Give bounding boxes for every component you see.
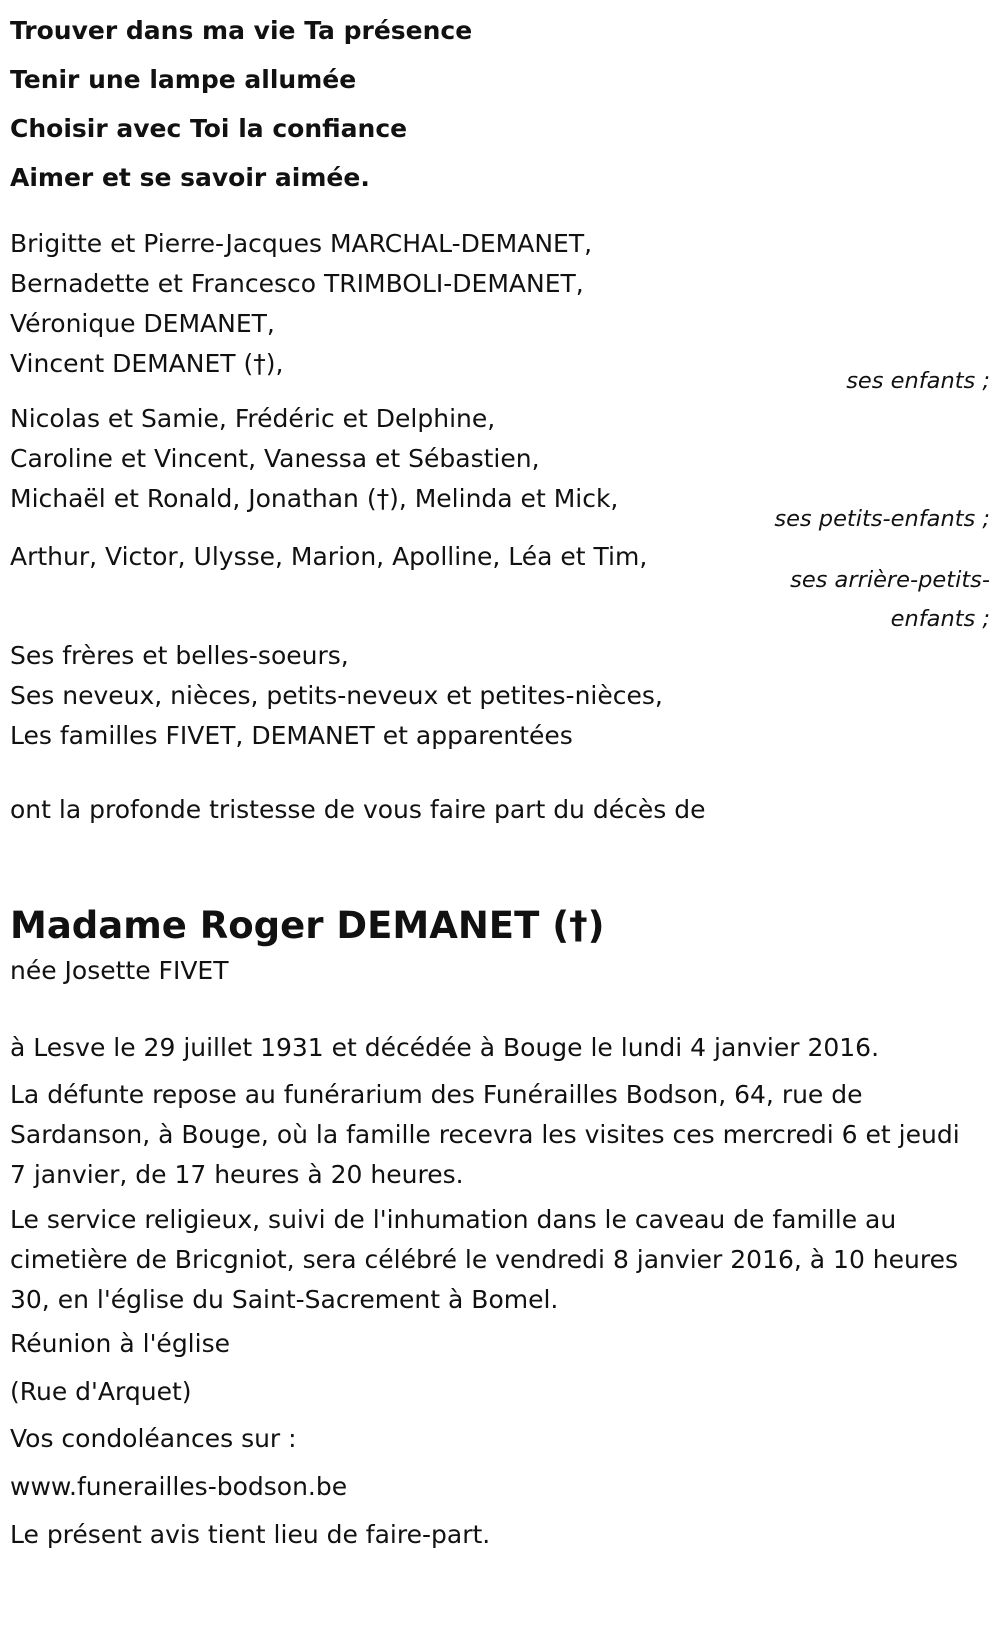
relation-line: ses arrière-petits- [790, 567, 990, 593]
family-line: Les familles FIVET, DEMANET et apparentées [10, 721, 573, 750]
child-name: Vincent DEMANET (†), [10, 349, 284, 378]
notice: Le présent avis tient lieu de faire-part. [10, 1520, 491, 1549]
child-name: Bernadette et Francesco TRIMBOLI-DEMANET, [10, 269, 584, 298]
street-info: (Rue d'Arquet) [10, 1377, 192, 1406]
poem-line: Aimer et se savoir aimée. [10, 163, 370, 192]
family-line: Ses neveux, nièces, petits-neveux et petites-nièces, [10, 681, 663, 710]
children-relation: ses enfants ; [846, 368, 990, 394]
poem-line: Tenir une lampe allumée [10, 65, 357, 94]
meeting-info: Réunion à l'église [10, 1329, 230, 1358]
deceased-name: Madame Roger DEMANET (†) [10, 904, 605, 947]
extended-family [10, 636, 663, 756]
grandchild-line: Michaël et Ronald, Jonathan (†), Melinda et Mick, [10, 484, 619, 513]
service-info: Le service religieux, suivi de l'inhumation dans le caveau de famille au cimetière de Bricgniot, sera célébré le vendredi 8 janvier 2016, à 10 heures 30, en l'église du Saint-Sacrement à Bomel. [10, 1205, 958, 1314]
grandchildren-relation: ses petits-enfants ; [774, 506, 990, 532]
poem-line: Choisir avec Toi la confiance [10, 114, 408, 143]
grandchild-line: Caroline et Vincent, Vanessa et Sébastien, [10, 444, 540, 473]
visitation-info: La défunte repose au funérarium des Funérailles Bodson, 64, rue de Sardanson, à Bouge, où la famille recevra les visites ces mercredi 6 et jeudi 7 janvier, de 17 heures à 20 heures. [10, 1080, 960, 1189]
family-line: Ses frères et belles-soeurs, [10, 641, 349, 670]
child-name: Brigitte et Pierre-Jacques MARCHAL-DEMANET, [10, 229, 593, 258]
dates: à Lesve le 29 juillet 1931 et décédée à Bouge le lundi 4 janvier 2016. [10, 1033, 880, 1062]
child-name: Véronique DEMANET, [10, 309, 275, 338]
grandchildren-list [10, 399, 618, 519]
relation-line: enfants ; [890, 606, 990, 632]
great-grandchildren-names: Arthur, Victor, Ulysse, Marion, Apolline, Léa et Tim, [10, 542, 648, 571]
poem [10, 6, 472, 202]
children-list [10, 224, 592, 384]
grandchild-line: Nicolas et Samie, Frédéric et Delphine, [10, 404, 496, 433]
great-grandchildren-relation [790, 561, 990, 639]
obituary-notice [10, 0, 990, 1633]
announcement: ont la profonde tristesse de vous faire part du décès de [10, 795, 706, 824]
condolences-label: Vos condoléances sur : [10, 1424, 297, 1453]
poem-line: Trouver dans ma vie Ta présence [10, 16, 473, 45]
birth-name: née Josette FIVET [10, 956, 229, 985]
website-link[interactable]: www.funerailles-bodson.be [10, 1472, 348, 1501]
